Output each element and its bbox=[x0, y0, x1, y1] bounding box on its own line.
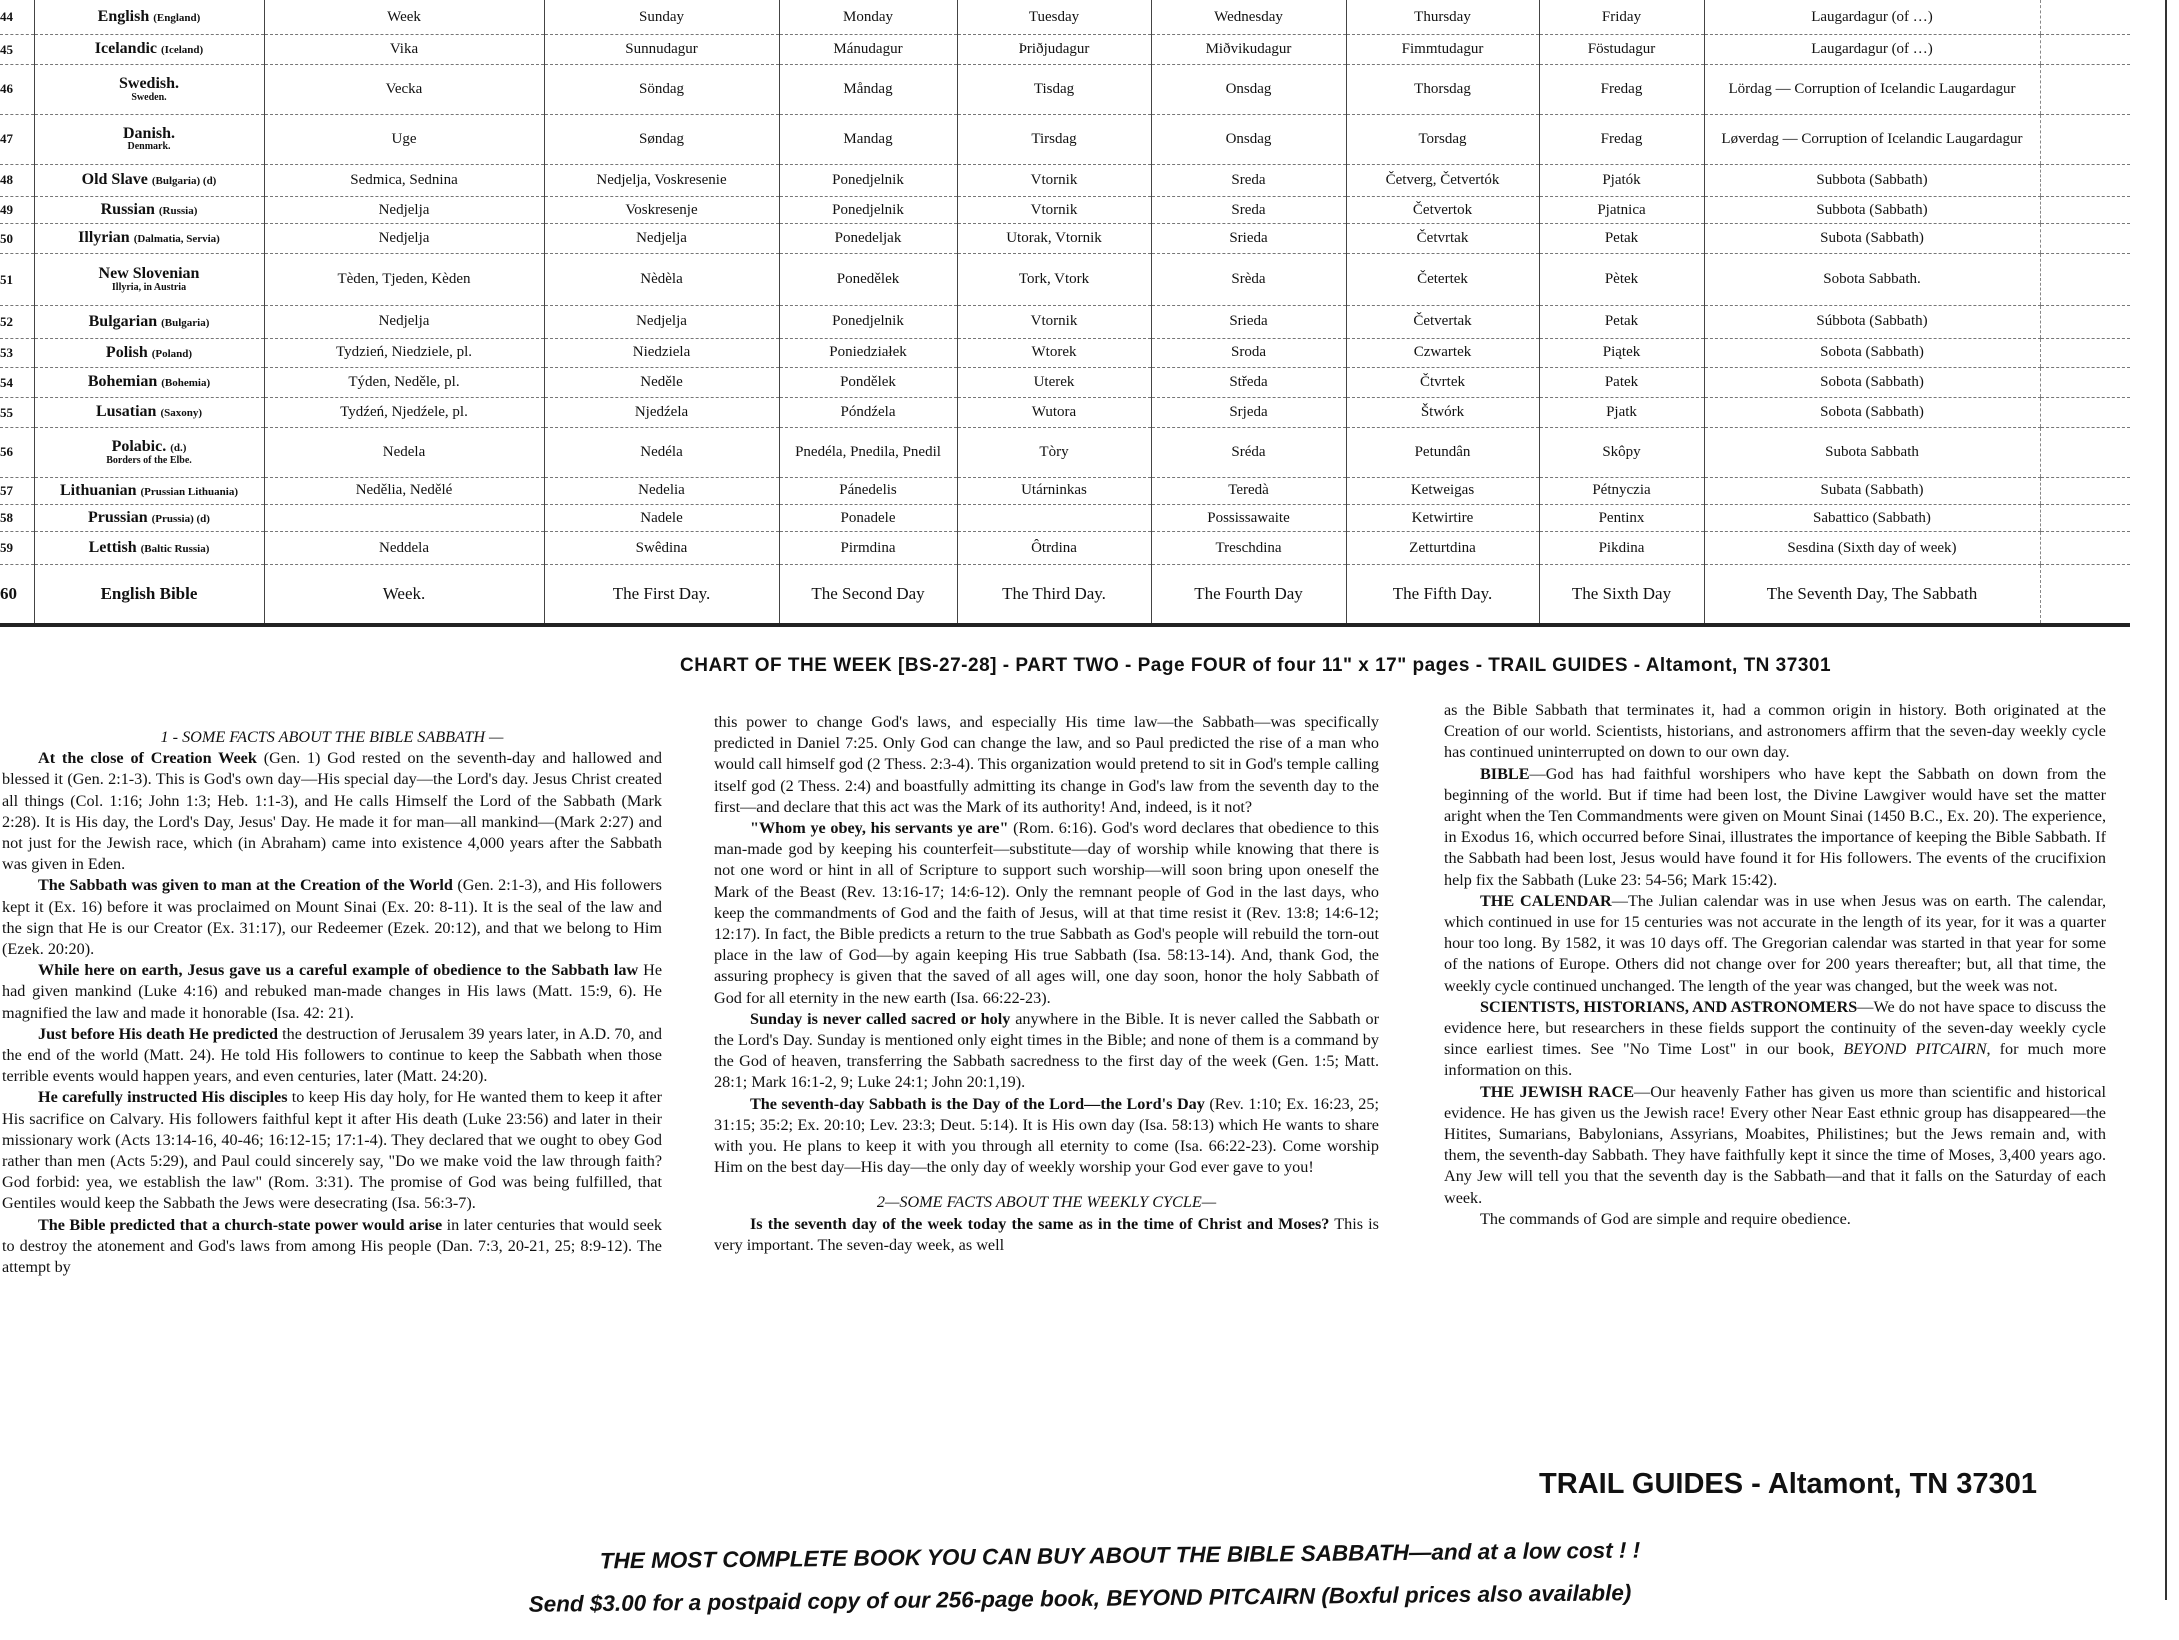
day-cell-week: Uge bbox=[264, 114, 544, 164]
day-cell-d5: Torsdag bbox=[1346, 114, 1539, 164]
day-cell-d2: Monday bbox=[779, 0, 957, 35]
day-cell-d7: Sobota (Sabbath) bbox=[1704, 368, 2040, 398]
day-cell-week: Tydźeń, Njedźele, pl. bbox=[264, 398, 544, 428]
paragraph: At the close of Creation Week (Gen. 1) God rested on the seventh-day and hallowed and blessed it (Gen. 2:1-3). This is God's own day—His special day—the Lord's day. Jesus Christ created all things (Col. 1:16; John 1:3; Heb. 1:1-3), and He calls Himself the Lord of the Sabbath (Mark 2:28). It is His day, the Lord's Day, Jesus' Day. He made it for man—all mankind—(Mark 2:27) and not just for the Jewish race, which (in Abraham) came into existence 4,000 years after the Sabbath was given in Eden. bbox=[2, 749, 662, 874]
table-row bbox=[0, 428, 2130, 478]
day-cell-d4: Sréda bbox=[1151, 428, 1346, 478]
language-cell bbox=[34, 338, 264, 368]
day-cell-d7: Sobota (Sabbath) bbox=[1704, 398, 2040, 428]
language-location: (Bohemia) bbox=[161, 377, 211, 390]
day-cell-week: Tèden, Tjeden, Kèden bbox=[264, 254, 544, 306]
day-cell-week: Sedmica, Sednina bbox=[264, 164, 544, 196]
row-number: 50 bbox=[0, 224, 34, 254]
table-row bbox=[0, 532, 2130, 564]
language-region: Denmark. bbox=[127, 141, 171, 153]
extra-cell bbox=[2040, 564, 2130, 624]
extra-cell bbox=[2040, 224, 2130, 254]
row-number: 57 bbox=[0, 477, 34, 504]
day-cell-d5: Thursday bbox=[1346, 0, 1539, 35]
day-cell-d6: Pjatnica bbox=[1539, 196, 1704, 223]
day-cell-d2: Pirmdina bbox=[779, 532, 957, 564]
table-row bbox=[0, 224, 2130, 254]
day-cell-week: Vecka bbox=[264, 65, 544, 115]
day-cell-d5: Ketwirtire bbox=[1346, 505, 1539, 532]
day-cell-d1: Sunnudagur bbox=[544, 35, 779, 65]
language-name: Lusatian bbox=[95, 403, 157, 421]
day-cell-d4: Teredà bbox=[1151, 477, 1346, 504]
day-cell-d1: Niedziela bbox=[544, 338, 779, 368]
day-cell-week: Nedela bbox=[264, 428, 544, 478]
language-cell bbox=[34, 196, 264, 223]
day-cell-d4: Srieda bbox=[1151, 224, 1346, 254]
language-cell bbox=[34, 306, 264, 338]
row-number: 60 bbox=[0, 564, 34, 624]
language-location: (Bulgaria) (d) bbox=[151, 174, 217, 187]
day-cell-d2: Måndag bbox=[779, 65, 957, 115]
day-cell-d6: Friday bbox=[1539, 0, 1704, 35]
language-location: (Iceland) bbox=[161, 44, 204, 57]
row-number: 44 bbox=[0, 0, 34, 35]
day-cell-d6: Pjatk bbox=[1539, 398, 1704, 428]
day-cell-d3: Tòry bbox=[957, 428, 1151, 478]
column-1 bbox=[2, 727, 662, 1278]
row-number: 52 bbox=[0, 306, 34, 338]
language-location: (Saxony) bbox=[160, 407, 203, 420]
day-cell-d4: The Fourth Day bbox=[1151, 564, 1346, 624]
day-cell-d3: Wutora bbox=[957, 398, 1151, 428]
day-cell-d6: Fredag bbox=[1539, 114, 1704, 164]
row-number: 45 bbox=[0, 35, 34, 65]
language-cell bbox=[34, 224, 264, 254]
day-cell-d1: Njedźela bbox=[544, 398, 779, 428]
extra-cell bbox=[2040, 398, 2130, 428]
table-row bbox=[0, 338, 2130, 368]
language-name: Old Slave bbox=[81, 170, 148, 188]
day-cell-d5: Zetturtdina bbox=[1346, 532, 1539, 564]
book-ad-line-2: Send $3.00 for a postpaid copy of our 256-page book, BEYOND PITCAIRN (Boxful prices also available) bbox=[528, 1580, 1632, 1617]
table-bottom-rule bbox=[0, 625, 2130, 627]
extra-cell bbox=[2040, 65, 2130, 115]
language-cell bbox=[34, 254, 264, 306]
day-cell-d5: The Fifth Day. bbox=[1346, 564, 1539, 624]
language-cell bbox=[34, 564, 264, 624]
language-cell bbox=[34, 0, 264, 35]
day-cell-d1: The First Day. bbox=[544, 564, 779, 624]
day-cell-d1: Nedjelja, Voskresenie bbox=[544, 164, 779, 196]
day-cell-d5: Četverg, Četvertók bbox=[1346, 164, 1539, 196]
day-cell-week: Week bbox=[264, 0, 544, 35]
day-cell-d7: The Seventh Day, The Sabbath bbox=[1704, 564, 2040, 624]
day-cell-d1: Nedjelja bbox=[544, 306, 779, 338]
day-cell-d3: Tirsdag bbox=[957, 114, 1151, 164]
day-cell-d7: Sabattico (Sabbath) bbox=[1704, 505, 2040, 532]
day-cell-d7: Súbbota (Sabbath) bbox=[1704, 306, 2040, 338]
language-name: Danish. bbox=[122, 124, 176, 142]
row-number: 59 bbox=[0, 532, 34, 564]
table-row bbox=[0, 564, 2130, 624]
day-cell-week bbox=[264, 505, 544, 532]
day-cell-d3: Uterek bbox=[957, 368, 1151, 398]
language-name: Prussian bbox=[88, 508, 148, 526]
table-row bbox=[0, 35, 2130, 65]
day-cell-d4: Onsdag bbox=[1151, 114, 1346, 164]
language-cell bbox=[34, 505, 264, 532]
day-cell-d3: Ôtrdina bbox=[957, 532, 1151, 564]
day-cell-d2: Ponadele bbox=[779, 505, 957, 532]
table-row bbox=[0, 368, 2130, 398]
language-name: English Bible bbox=[100, 583, 198, 603]
paragraph: The commands of God are simple and require obedience. bbox=[1480, 1209, 1851, 1228]
day-cell-d7: Subata (Sabbath) bbox=[1704, 477, 2040, 504]
language-cell bbox=[34, 35, 264, 65]
day-cell-d4: Sreda bbox=[1151, 164, 1346, 196]
day-cell-week: Tydzień, Niedziele, pl. bbox=[264, 338, 544, 368]
day-cell-d2: Ponedjelnik bbox=[779, 164, 957, 196]
day-cell-d1: Nèdèla bbox=[544, 254, 779, 306]
day-cell-d7: Laugardagur (of …) bbox=[1704, 35, 2040, 65]
day-cell-d1: Sunday bbox=[544, 0, 779, 35]
day-cell-d5: Četvertok bbox=[1346, 196, 1539, 223]
day-cell-d2: Mánudagur bbox=[779, 35, 957, 65]
day-cell-d7: Lördag — Corruption of Icelandic Laugardagur bbox=[1704, 65, 2040, 115]
row-number: 54 bbox=[0, 368, 34, 398]
day-cell-d6: Skôpy bbox=[1539, 428, 1704, 478]
language-region: Sweden. bbox=[131, 91, 167, 103]
day-cell-d7: Sobota (Sabbath) bbox=[1704, 338, 2040, 368]
table-row bbox=[0, 505, 2130, 532]
language-name: English bbox=[97, 7, 150, 25]
extra-cell bbox=[2040, 164, 2130, 196]
day-cell-week: Nedjelja bbox=[264, 196, 544, 223]
language-name: Illyrian bbox=[78, 229, 130, 247]
day-cell-d5: Čtvrtek bbox=[1346, 368, 1539, 398]
day-cell-d1: Voskresenje bbox=[544, 196, 779, 223]
day-cell-d1: Nadele bbox=[544, 505, 779, 532]
language-region: Borders of the Elbe. bbox=[106, 454, 192, 466]
day-cell-d7: Laugardagur (of …) bbox=[1704, 0, 2040, 35]
day-cell-d2: Poniedziałek bbox=[779, 338, 957, 368]
extra-cell bbox=[2040, 114, 2130, 164]
day-cell-d4: Sreda bbox=[1151, 196, 1346, 223]
language-cell bbox=[34, 368, 264, 398]
day-cell-d6: Patek bbox=[1539, 368, 1704, 398]
paragraph: as the Bible Sabbath that terminates it, had a common origin in history. Both originated at the Creation of our world. Scientists, historians, and astronomers affirm that the seven-day weekly cycle has continued uninterrupted on down to our own day. bbox=[1444, 701, 2106, 762]
day-cell-d4: Srèda bbox=[1151, 254, 1346, 306]
section-heading-1: 1 - SOME FACTS ABOUT THE BIBLE SABBATH — bbox=[160, 728, 504, 746]
day-cell-d2: Póndźela bbox=[779, 398, 957, 428]
row-number: 55 bbox=[0, 398, 34, 428]
day-cell-d1: Nedjelja bbox=[544, 224, 779, 254]
extra-cell bbox=[2040, 477, 2130, 504]
day-cell-d4: Srieda bbox=[1151, 306, 1346, 338]
day-cell-d6: Petak bbox=[1539, 306, 1704, 338]
paragraph: THE CALENDAR—The Julian calendar was in use when Jesus was on earth. The calendar, which continued in use for 15 centuries was not accurate in the length of its year, for it was a quarter hour too long. By 1582, it was 10 days off. The Gregorian calendar was started in that year for some of the nations of Europe. Others did not change over for 200 years thereafter; but, all that time, the weekly cycle continued unchanged. The length of the year was changed, but the week was not. bbox=[1444, 891, 2107, 995]
column-3 bbox=[1444, 700, 2106, 1230]
day-cell-d3: Wtorek bbox=[957, 338, 1151, 368]
day-cell-d2: Ponedjelnik bbox=[779, 196, 957, 223]
day-cell-d3: Vtornik bbox=[957, 306, 1151, 338]
row-number: 51 bbox=[0, 254, 34, 306]
extra-cell bbox=[2040, 368, 2130, 398]
day-cell-d5: Thorsdag bbox=[1346, 65, 1539, 115]
section-heading-2: 2—SOME FACTS ABOUT THE WEEKLY CYCLE— bbox=[876, 1193, 1217, 1212]
day-cell-d6: Pentinx bbox=[1539, 505, 1704, 532]
language-name: Russian bbox=[100, 200, 155, 218]
language-cell bbox=[34, 164, 264, 196]
day-cell-week: Vika bbox=[264, 35, 544, 65]
row-number: 58 bbox=[0, 505, 34, 532]
paragraph: Is the seventh day of the week today the same as in the time of Christ and Moses? This is very important. The seven-day week, as well bbox=[714, 1214, 1379, 1254]
table-row bbox=[0, 0, 2130, 35]
language-location: (Baltic Russia) bbox=[140, 542, 210, 555]
day-cell-d4: Srjeda bbox=[1151, 398, 1346, 428]
day-cell-week: Nedjelja bbox=[264, 224, 544, 254]
table-row bbox=[0, 114, 2130, 164]
table-row bbox=[0, 65, 2130, 115]
language-location: (Bulgaria) bbox=[161, 316, 210, 329]
day-cell-d6: The Sixth Day bbox=[1539, 564, 1704, 624]
chart-caption: CHART OF THE WEEK [BS-27-28] - PART TWO - Page FOUR of four 11" x 17" pages - TRAIL GUIDES - Altamont, TN 37301 bbox=[680, 655, 1832, 676]
table-row bbox=[0, 306, 2130, 338]
language-name: Bulgarian bbox=[88, 312, 158, 330]
day-cell-d5: Czwartek bbox=[1346, 338, 1539, 368]
language-location: (Prussia) (d) bbox=[151, 512, 210, 525]
paragraph: "Whom ye obey, his servants ye are" (Rom. 6:16). God's word declares that obedience to this man-made god by keeping his counterfeit—substitute—day of worship while knowing that there is not one word or hint in all of Scripture to support such worship—will soon bring upon oneself the Mark of the Beast (Rev. 13:16-17; 14:6-12). Only the remnant people of God in the last days, who keep the commandments of God and the faith of Jesus, will at that time resist it (Rev. 13:8; 14:6-12; 12:17). In fact, the Bible predicts a return to the true Sabbath as God's people will rebuild the torn-out place in the law of God—by again keeping His true Sabbath (Isa. 58:13-14). And, thank God, the assuring prophecy is given that the saved of all ages will, one day soon, honor the holy Sabbath of God for all eternity in the new earth (Isa. 66:22-23). bbox=[714, 819, 1379, 1007]
row-number: 48 bbox=[0, 164, 34, 196]
day-cell-d5: Četvertak bbox=[1346, 306, 1539, 338]
day-cell-d7: Subota (Sabbath) bbox=[1704, 224, 2040, 254]
day-cell-week: Týden, Neděle, pl. bbox=[264, 368, 544, 398]
language-name: New Slovenian bbox=[98, 265, 200, 282]
paragraph: SCIENTISTS, HISTORIANS, AND ASTRONOMERS—We do not have space to discuss the evidence here, but researchers in these fields support the continuity of the seven-day weekly cycle since earliest times. See "No Time Lost" in our book, BEYOND PITCAIRN, for much more information on this. bbox=[1444, 997, 2107, 1080]
language-location: (Poland) bbox=[151, 347, 193, 360]
day-cell-d4: Possissawaite bbox=[1151, 505, 1346, 532]
paragraph: THE JEWISH RACE—Our heavenly Father has given us more than scientific and historical evidence. He has given us the Jewish race! Every other Near East ethnic group has disappeared—the Hitites, Sumarians, Babylonians, Assyrians, Moabites, Philistines; but the Jews remain and, with them, the seventh-day Sabbath. They have faithfully kept it since the time of Moses, 3,400 years ago. Any Jew will tell you that the seventh day is the Sabbath—and that it falls on the Saturday of each week. bbox=[1444, 1082, 2106, 1207]
day-cell-d5: Četertek bbox=[1346, 254, 1539, 306]
day-cell-d4: Wednesday bbox=[1151, 0, 1346, 35]
day-cell-d5: Štwórk bbox=[1346, 398, 1539, 428]
day-cell-d4: Treschdina bbox=[1151, 532, 1346, 564]
table-row bbox=[0, 477, 2130, 504]
day-cell-d7: Sobota Sabbath. bbox=[1704, 254, 2040, 306]
day-cell-d2: The Second Day bbox=[779, 564, 957, 624]
row-number: 53 bbox=[0, 338, 34, 368]
row-number: 47 bbox=[0, 114, 34, 164]
day-cell-d4: Středa bbox=[1151, 368, 1346, 398]
day-cell-d3: Vtornik bbox=[957, 164, 1151, 196]
column-2 bbox=[714, 712, 1379, 1256]
day-cell-d3: Vtornik bbox=[957, 196, 1151, 223]
language-cell bbox=[34, 428, 264, 478]
language-location: (Prussian Lithuania) bbox=[140, 485, 238, 498]
extra-cell bbox=[2040, 196, 2130, 223]
language-cell bbox=[34, 532, 264, 564]
day-cell-d5: Četvrtak bbox=[1346, 224, 1539, 254]
day-cell-d2: Pnedéla, Pnedila, Pnedil bbox=[779, 428, 957, 478]
day-cell-d1: Söndag bbox=[544, 65, 779, 115]
language-name: Polish bbox=[105, 343, 148, 361]
day-cell-d7: Løverdag — Corruption of Icelandic Laugardagur bbox=[1704, 114, 2040, 164]
day-cell-d3: Þriðjudagur bbox=[957, 35, 1151, 65]
paragraph: The Sabbath was given to man at the Creation of the World (Gen. 2:1-3), and His followers kept it (Ex. 16) before it was proclaimed on Mount Sinai (Ex. 20: 8-11). It is the seal of the law and the sign that He is our Creator (Ex. 31:17), our Redeemer (Ezek. 20:12), and that we belong to Him (Ezek. 20:20). bbox=[2, 876, 662, 959]
day-cell-d3: The Third Day. bbox=[957, 564, 1151, 624]
day-cell-d6: Pètek bbox=[1539, 254, 1704, 306]
extra-cell bbox=[2040, 254, 2130, 306]
day-cell-d6: Föstudagur bbox=[1539, 35, 1704, 65]
day-cell-d7: Subbota (Sabbath) bbox=[1704, 196, 2040, 223]
paragraph: He carefully instructed His disciples to keep His day holy, for He wanted them to keep it after His sacrifice on Calvary. His followers faithful kept it after His death (Luke 23:56) and later in their missionary work (Acts 13:14-16, 40-46; 16:12-15; 17:1-4). They declared that we ought to obey God rather than men (Acts 5:29), and Paul could sincerely say, "Do we make void the law through faith? God forbid: yea, we establish the law" (Rom. 3:31). The promise of God was being fulfilled, that Gentiles would keep the Sabbath the Jews were desecrating (Isa. 56:3-7). bbox=[2, 1088, 663, 1213]
day-cell-week: Week. bbox=[264, 564, 544, 624]
day-cell-d5: Petundân bbox=[1346, 428, 1539, 478]
day-cell-week: Neddela bbox=[264, 532, 544, 564]
day-cell-d6: Pétnyczia bbox=[1539, 477, 1704, 504]
language-name: Bohemian bbox=[87, 373, 158, 391]
day-cell-d3: Tisdag bbox=[957, 65, 1151, 115]
day-cell-d2: Ponedeljak bbox=[779, 224, 957, 254]
day-cell-week: Nedjelja bbox=[264, 306, 544, 338]
day-cell-d6: Fredag bbox=[1539, 65, 1704, 115]
paragraph: The seventh-day Sabbath is the Day of the Lord—the Lord's Day (Rev. 1:10; Ex. 16:23, 25; 31:15; 35:2; Ex. 20:10; Lev. 23:3; Deut. 5:14). It is His own day (Isa. 58:13) which He wants to share with you. He plans to keep it with you through all eternity to come (Isa. 66:22-23). Come worship Him on the best day—His day—the only day of weekly worship your God ever gave to you! bbox=[714, 1094, 1379, 1177]
language-cell bbox=[34, 114, 264, 164]
extra-cell bbox=[2040, 532, 2130, 564]
extra-cell bbox=[2040, 306, 2130, 338]
extra-cell bbox=[2040, 428, 2130, 478]
day-cell-d3: Utárninkas bbox=[957, 477, 1151, 504]
table-row bbox=[0, 196, 2130, 223]
language-location: (Russia) bbox=[158, 204, 198, 217]
day-cell-d7: Subota Sabbath bbox=[1704, 428, 2040, 478]
language-region: Illyria, in Austria bbox=[111, 281, 187, 293]
day-cell-d1: Neděle bbox=[544, 368, 779, 398]
day-cell-d7: Sesdina (Sixth day of week) bbox=[1704, 532, 2040, 564]
language-location: (d.) bbox=[170, 441, 187, 454]
day-cell-d4: Onsdag bbox=[1151, 65, 1346, 115]
language-cell bbox=[34, 398, 264, 428]
day-cell-d4: Sroda bbox=[1151, 338, 1346, 368]
row-number: 46 bbox=[0, 65, 34, 115]
row-number: 56 bbox=[0, 428, 34, 478]
day-cell-d3: Tuesday bbox=[957, 0, 1151, 35]
row-number: 49 bbox=[0, 196, 34, 223]
page-right-rule bbox=[2165, 0, 2167, 1600]
day-cell-d1: Swêdina bbox=[544, 532, 779, 564]
language-location: (Dalmatia, Servia) bbox=[133, 233, 220, 246]
day-cell-d3: Tork, Vtork bbox=[957, 254, 1151, 306]
language-cell bbox=[34, 477, 264, 504]
day-cell-d6: Piątek bbox=[1539, 338, 1704, 368]
day-cell-d6: Pjatók bbox=[1539, 164, 1704, 196]
day-cell-d2: Pánedelis bbox=[779, 477, 957, 504]
day-cell-d7: Subbota (Sabbath) bbox=[1704, 164, 2040, 196]
publisher-signature: TRAIL GUIDES - Altamont, TN 37301 bbox=[1539, 1468, 2037, 1500]
day-cell-d1: Nedelia bbox=[544, 477, 779, 504]
day-cell-d6: Petak bbox=[1539, 224, 1704, 254]
day-cell-d2: Mandag bbox=[779, 114, 957, 164]
day-cell-d1: Søndag bbox=[544, 114, 779, 164]
chart-of-the-week-table bbox=[0, 0, 2130, 625]
table-row bbox=[0, 254, 2130, 306]
extra-cell bbox=[2040, 0, 2130, 35]
table-row bbox=[0, 164, 2130, 196]
day-cell-d5: Ketweigas bbox=[1346, 477, 1539, 504]
day-cell-d2: Pondělek bbox=[779, 368, 957, 398]
language-cell bbox=[34, 65, 264, 115]
day-cell-d3: Utorak, Vtornik bbox=[957, 224, 1151, 254]
extra-cell bbox=[2040, 338, 2130, 368]
paragraph: this power to change God's laws, and especially His time law—the Sabbath—was specifically predicted in Daniel 7:25. Only God can change the law, and so Paul predicted the rise of a man who would call himself god (2 Thess. 2:3-4). This organization would pretend to sit in God's temple calling itself god (2 Thess. 2:4) and boastfully admitting its change in God's law from the seventh day to the first—and declare that this act was the Mark of its authority! And, indeed, is it not? bbox=[714, 713, 1379, 816]
language-name: Icelandic bbox=[94, 40, 158, 58]
table-row bbox=[0, 398, 2130, 428]
book-ad-line-1: THE MOST COMPLETE BOOK YOU CAN BUY ABOUT THE BIBLE SABBATH—and at a low cost ! ! bbox=[599, 1537, 1641, 1574]
language-name: Lithuanian bbox=[60, 481, 137, 499]
paragraph: Sunday is never called sacred or holy anywhere in the Bible. It is never called the Sabbath or the Lord's Day. Sunday is mentioned only eight times in the Bible; and none of them is a command by the God of heaven, transferring the Sabbath sacredness to the first day of the week (Gen. 1:5; Matt. 28:1; Mark 16:1-2, 9; Luke 24:1; John 20:1,19). bbox=[714, 1009, 1379, 1092]
language-name: Lettish bbox=[88, 538, 137, 556]
day-cell-d6: Pikdina bbox=[1539, 532, 1704, 564]
day-cell-d2: Ponedělek bbox=[779, 254, 957, 306]
paragraph: BIBLE—God has had faithful worshipers who have kept the Sabbath on down from the beginning of the world. But if time had been lost, the Divine Lawgiver would have set the matter aright when the Ten Commandments were given on Mount Sinai (1450 B.C., Ex. 20). The experience, in Exodus 16, which occurred before Sinai, illustrates the importance of keeping the Bible Sabbath. If the Sabbath had been lost, Jesus would have found it for His followers. The events of the crucifixion help fix the Sabbath (Luke 23: 54-56; Mark 15:42). bbox=[1444, 764, 2106, 889]
day-cell-d5: Fimmtudagur bbox=[1346, 35, 1539, 65]
paragraph: The Bible predicted that a church-state power would arise in later centuries that would seek to destroy the atonement and God's laws from among His people (Dan. 7:3, 20-21, 25; 8:9-12). The attempt by bbox=[2, 1215, 662, 1277]
day-cell-d4: Miðvikudagur bbox=[1151, 35, 1346, 65]
extra-cell bbox=[2040, 35, 2130, 65]
day-cell-d3 bbox=[957, 505, 1151, 532]
language-location: (England) bbox=[153, 11, 201, 24]
day-cell-d2: Ponedjelnik bbox=[779, 306, 957, 338]
day-cell-d1: Nedéla bbox=[544, 428, 779, 478]
day-cell-week: Nedělia, Nedělé bbox=[264, 477, 544, 504]
language-name: Polabic. bbox=[111, 437, 167, 455]
paragraph: Just before His death He predicted the destruction of Jerusalem 39 years later, in A.D. 70, and the end of the world (Matt. 24). He told His followers to continue to keep the Sabbath when those terrible events would happen years, and even centuries, later (Matt. 24:20). bbox=[2, 1024, 662, 1086]
extra-cell bbox=[2040, 505, 2130, 532]
language-name: Swedish. bbox=[118, 74, 180, 92]
paragraph: While here on earth, Jesus gave us a careful example of obedience to the Sabbath law He had given mankind (Luke 4:16) and rebuked man-made changes in His laws (Matt. 15:9, 6). He magnified the law and made it honorable (Isa. 42: 21). bbox=[2, 961, 663, 1022]
